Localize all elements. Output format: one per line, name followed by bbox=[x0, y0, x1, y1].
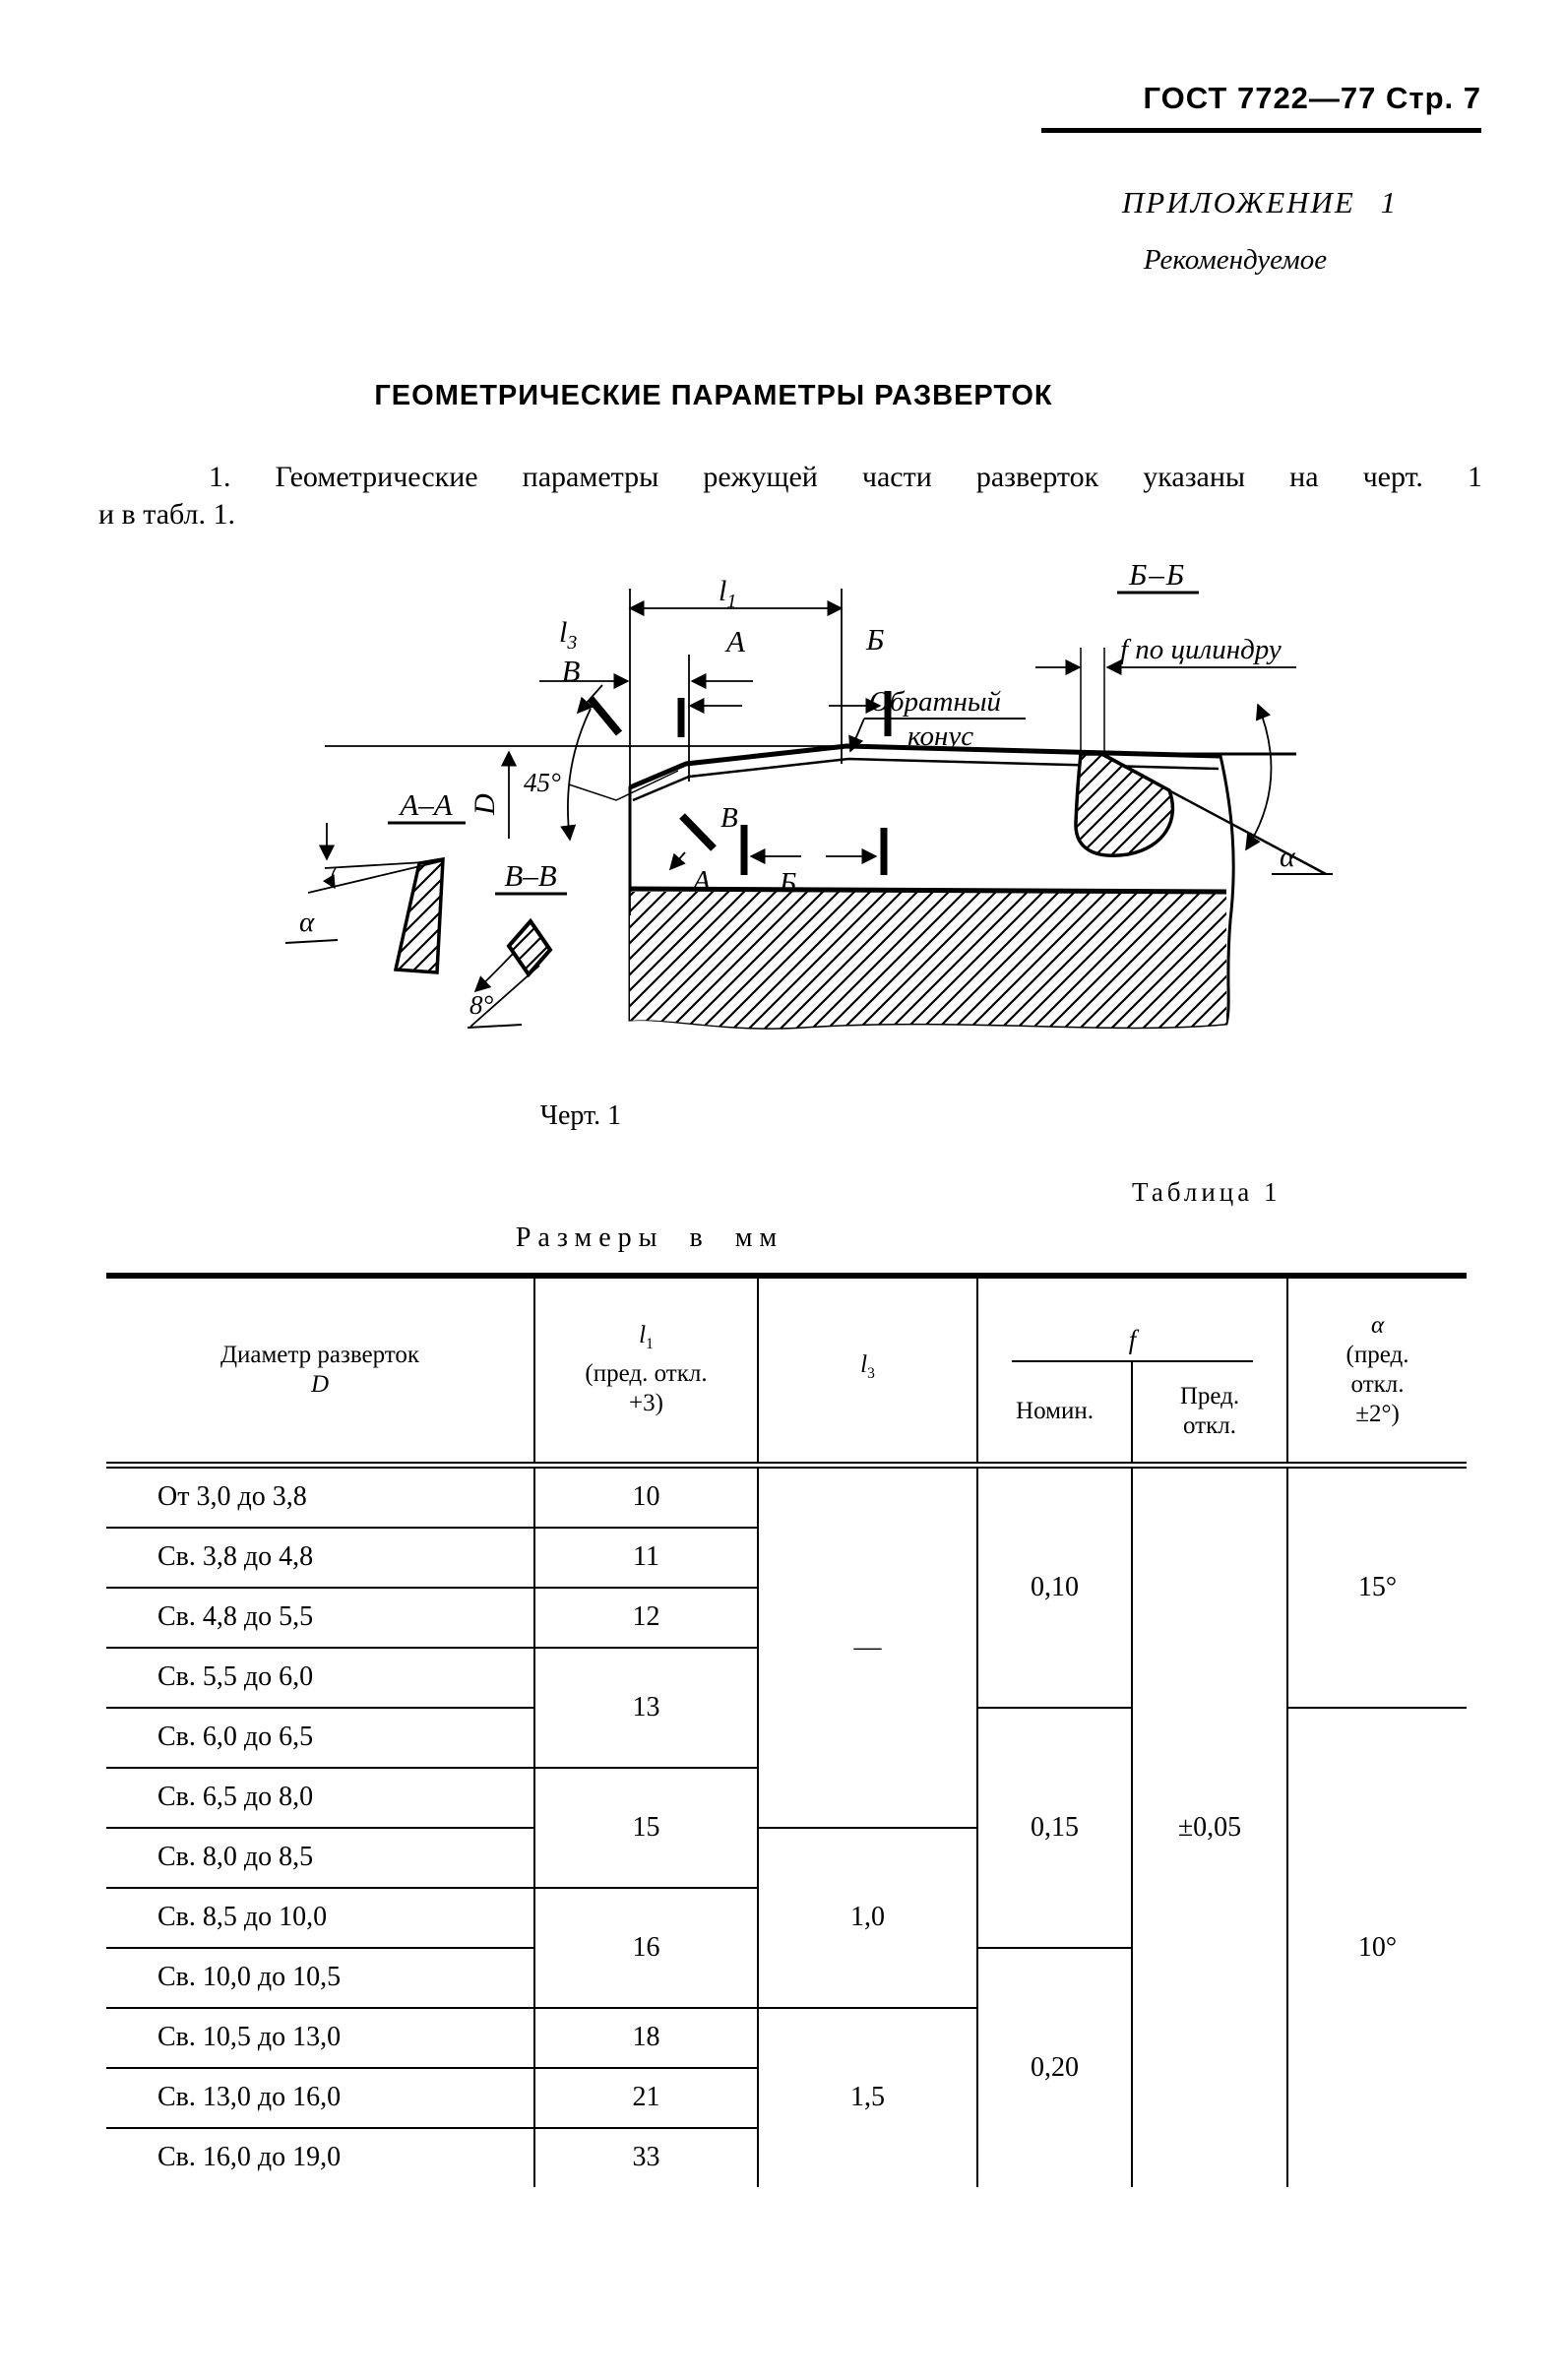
cell-diameter: Св. 16,0 до 19,0 bbox=[106, 2128, 534, 2187]
cell-l1: 15 bbox=[534, 1768, 758, 1888]
label-diameter-d: D bbox=[469, 793, 501, 815]
label-alpha: α bbox=[1280, 841, 1295, 873]
angle-baseline bbox=[468, 1025, 522, 1028]
col-header-l3: $l_3$ bbox=[758, 1276, 977, 1465]
label-angle-45: 45° bbox=[524, 768, 561, 797]
appendix-subtitle: Рекомендуемое bbox=[1143, 244, 1328, 276]
hatch-area bbox=[630, 892, 1226, 1028]
cell-f-nominal: 0,10 bbox=[977, 1465, 1132, 1708]
label-section-v-bottom: В bbox=[720, 802, 738, 834]
label-section-a-bottom: А bbox=[693, 865, 711, 897]
section-v-arc bbox=[568, 709, 591, 840]
cell-diameter: Св. 6,5 до 8,0 bbox=[106, 1768, 534, 1828]
col-header-diameter: Диаметр разверток D bbox=[106, 1276, 534, 1465]
cell-diameter: Св. 8,0 до 8,5 bbox=[106, 1828, 534, 1888]
cell-l1: 18 bbox=[534, 2008, 758, 2068]
header-rule bbox=[1041, 128, 1481, 133]
cell-alpha: 10° bbox=[1357, 1931, 1398, 1963]
cell-f-tolerance: ±0,05 bbox=[1132, 1465, 1287, 2187]
label-view-aa: А–А bbox=[400, 787, 453, 822]
cell-diameter: Св. 3,8 до 4,8 bbox=[106, 1528, 534, 1588]
angle-baseline bbox=[285, 940, 338, 943]
cell-l1: 12 bbox=[534, 1588, 758, 1648]
figure-caption: Черт. 1 bbox=[539, 1100, 622, 1131]
table-row bbox=[106, 1465, 1467, 1528]
figure-drawing bbox=[177, 561, 1555, 1102]
parameters-table bbox=[106, 1273, 1467, 2187]
cell-diameter: Св. 4,8 до 5,5 bbox=[106, 1588, 534, 1648]
label-view-vv: В–В bbox=[504, 858, 557, 893]
cell-diameter: Св. 6,0 до 6,5 bbox=[106, 1708, 534, 1768]
label-l1: $l_1$ bbox=[719, 575, 737, 612]
cell-diameter: От 3,0 до 3,8 bbox=[106, 1465, 534, 1528]
cell-l1: 33 bbox=[534, 2128, 758, 2187]
cell-alpha: 15° bbox=[1287, 1465, 1467, 1708]
cell-l3: 1,0 bbox=[758, 1828, 977, 2008]
cell-diameter: Св. 8,5 до 10,0 bbox=[106, 1888, 534, 1948]
cell-l1: 11 bbox=[534, 1528, 758, 1588]
col-header-alpha: α (пред. откл. ±2°) bbox=[1287, 1276, 1467, 1465]
label-section-v: В bbox=[561, 654, 581, 688]
cell-f-nominal: 0,20 bbox=[977, 1948, 1132, 2187]
cell-l1: 10 bbox=[534, 1465, 758, 1528]
label-back-taper-2: конус bbox=[907, 720, 974, 752]
alpha-arc bbox=[1246, 705, 1271, 849]
paragraph-line: и в табл. 1. bbox=[98, 498, 235, 531]
col-header-f-tolerance: Пред. откл. bbox=[1132, 1362, 1287, 1465]
section-vv-shape bbox=[509, 921, 550, 974]
page-header: ГОСТ 7722—77 Стр. 7 bbox=[1143, 81, 1481, 115]
label-back-taper-1: Обратный bbox=[869, 686, 1001, 718]
cell-diameter: Св. 13,0 до 16,0 bbox=[106, 2068, 534, 2128]
angle-8-arc bbox=[475, 954, 513, 991]
header-row bbox=[106, 1276, 1467, 1362]
col-header-l1: $l_1$ (пред. откл. +3) bbox=[534, 1276, 758, 1465]
label-angle-8: 8° bbox=[469, 990, 494, 1020]
paragraph-line: 1. Геометрические параметры режущей части разверток указаны на черт. 1 bbox=[209, 461, 1482, 493]
cell-diameter: Св. 10,0 до 10,5 bbox=[106, 1948, 534, 2008]
alpha-arc bbox=[332, 868, 336, 888]
units-note: Размеры в мм bbox=[515, 1222, 784, 1253]
label-section-b: Б bbox=[866, 622, 885, 657]
cutting-plane-v bbox=[591, 699, 619, 733]
section-aa-shape bbox=[396, 859, 443, 972]
label-l3: $l_3$ bbox=[559, 616, 578, 654]
cell-l3: 1,5 bbox=[758, 2008, 977, 2187]
label-section-b-bottom: Б bbox=[780, 867, 797, 899]
label-f-cylinder: f по цилиндру bbox=[1120, 634, 1282, 665]
cell-l1: 16 bbox=[534, 1888, 758, 2008]
cell-l3: — bbox=[758, 1465, 977, 1828]
cell-l1: 13 bbox=[534, 1648, 758, 1768]
body-midline bbox=[630, 889, 1226, 892]
cell-diameter: Св. 5,5 до 6,0 bbox=[106, 1648, 534, 1708]
cell-l1: 21 bbox=[534, 2068, 758, 2128]
section-title: ГЕОМЕТРИЧЕСКИЕ ПАРАМЕТРЫ РАЗВЕРТОК bbox=[374, 380, 1053, 411]
section-aa-view bbox=[285, 823, 466, 972]
label-section-a: А bbox=[726, 624, 745, 658]
table-label: Таблица 1 bbox=[1132, 1177, 1282, 1207]
label-view-bb: Б–Б bbox=[1128, 561, 1187, 592]
paragraph bbox=[98, 459, 1482, 533]
cell-f-nominal: 0,15 bbox=[977, 1708, 1132, 1948]
col-header-f-group: f bbox=[977, 1276, 1287, 1362]
label-alpha-aa: α bbox=[299, 907, 315, 938]
appendix-title: ПРИЛОЖЕНИЕ 1 bbox=[1121, 185, 1399, 219]
col-header-f-nominal: Номин. bbox=[977, 1362, 1132, 1465]
cell-diameter: Св. 10,5 до 13,0 bbox=[106, 2008, 534, 2068]
